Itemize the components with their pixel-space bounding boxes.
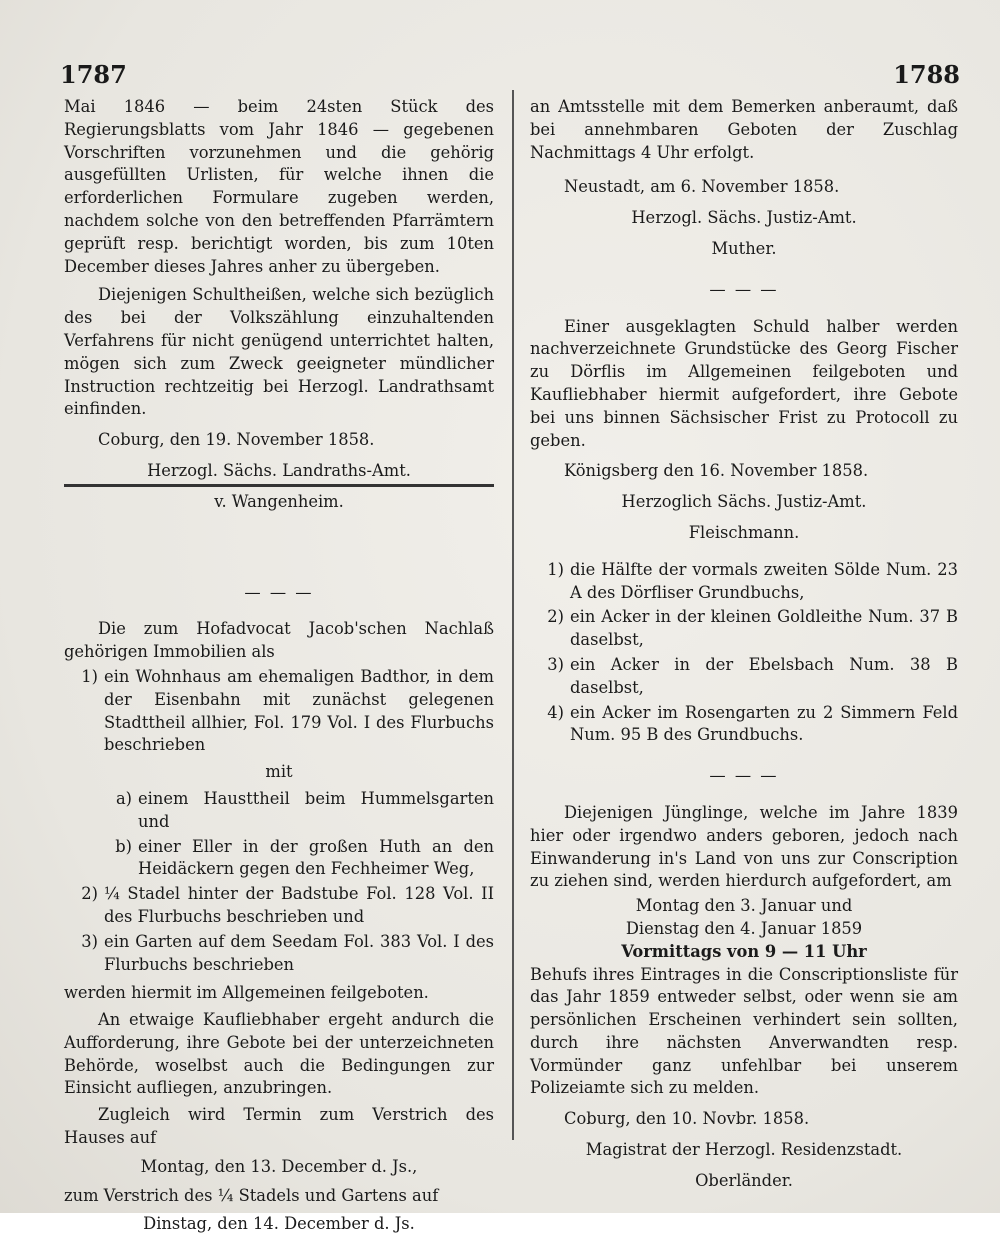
left-column [64,96,494,1242]
column-divider [512,90,514,1140]
paragraph: Behufs ihres Eintrages in die Conscriptionsliste für das Jahr 1859 entweder selbst, oder wenn sie am persönlichen Erscheinen verhindert sein sollten, durch ihre nächsten Anverwandten resp. Vormünder ganz unfehlbar bei unserem Polizeiamte sich zu melden. [530,964,958,1098]
sub-list-item [64,788,494,834]
divider-dashes: — — — [709,766,779,786]
signature: Fleischmann. [688,522,800,542]
place-date: Neustadt, am 6. November 1858. [564,177,840,197]
list-text: ¼ Stadel hinter der Badstube Fol. 128 Vol. II des Flurbuchs beschrieben und [104,884,494,926]
page-number-right: 1788 [893,60,960,89]
signature: v. Wangenheim. [214,491,344,511]
office-name: Herzoglich Sächs. Justiz-Amt. [621,492,867,512]
list-label: 2) [547,607,564,627]
continuation-paragraph: Mai 1846 — beim 24sten Stück des Regierungsblatts vom Jahr 1846 — gegebenen Vorschriften vorzunehmen und die gehörig ausgefüllten Urlisten, für welche ihnen die erforderlichen Formulare zugeben werden, nachdem solche von den betreffenden Pfarrämtern geprüft resp. berichtigt worden, bis zum 10ten December dieses Jahres anher zu übergeben. [64,97,494,276]
paragraph: Diejenigen Jünglinge, welche im Jahre 1839 hier oder irgendwo anders geboren, jedoch nach Einwanderung in's Land von uns zur Conscription zu ziehen sind, werden hierdurch aufgefordert, am [530,802,958,891]
list-label: 1) [81,666,98,686]
place-date: Coburg, den 10. Novbr. 1858. [564,1109,810,1129]
list-text: ein Acker in der kleinen Goldleithe Num. 37 B daselbst, [570,607,958,650]
paragraph: werden hiermit im Allgemeinen feilgeboten. [64,983,429,1003]
list-label: 4) [547,702,564,722]
signature: Oberländer. [695,1170,793,1190]
paragraph: Diejenigen Schultheißen, welche sich bezüglich des bei der Volkszählung einzuhaltenden Verfahrens für nicht genügend unterrichtet halten, mögen sich zum Zweck geeigneter mündlicher Instruction rechtzeitig bei Herzogl. Landrathsamt einfinden. [64,285,494,419]
list-text: ein Garten auf dem Seedam Fol. 383 Vol. I des Flurbuchs beschrieben [104,931,494,974]
office-name: Herzogl. Sächs. Landraths-Amt. [147,460,411,480]
list-label: a) [115,788,132,808]
paragraph: zum Verstrich des ¼ Stadels und Gartens auf [64,1185,439,1205]
list-item [530,654,958,700]
list-item [530,606,958,652]
continuation-paragraph: an Amtsstelle mit dem Bemerken anberaumt, daß bei annehmbaren Geboten der Zuschlag Nachmittags 4 Uhr erfolgt. [530,97,958,162]
list-item [530,702,958,748]
list-label: 1) [547,559,564,579]
list-label: b) [115,836,132,856]
list-label: 2) [81,884,98,904]
list-label: 3) [547,654,564,674]
page-number-left: 1787 [60,60,127,89]
right-column [530,96,958,1193]
sub-list-item [64,836,494,882]
date-line: Dinstag, den 14. December d. Js. [143,1214,415,1234]
divider-dashes: — — — [709,279,779,299]
list-text: ein Acker im Rosengarten zu 2 Simmern Feld Num. 95 B des Grundbuchs. [570,702,958,745]
date-line: Dienstag den 4. Januar 1859 [625,918,863,938]
list-item [530,559,958,605]
place-date: Coburg, den 19. November 1858. [98,430,375,450]
date-line: Montag den 3. Januar und [635,896,853,916]
signature: Muther. [711,238,777,258]
list-item [64,931,494,977]
place-date: Königsberg den 16. November 1858. [564,461,869,481]
list-item [64,666,494,757]
list-text: einem Hausttheil beim Hummelsgarten und [138,788,494,831]
list-label: 3) [81,931,98,951]
date-line: Montag, den 13. December d. Js., [140,1156,418,1176]
office-name: Magistrat der Herzogl. Residenzstadt. [585,1140,903,1160]
list-text: die Hälfte der vormals zweiten Sölde Num. 23 A des Dörfliser Grundbuchs, [570,559,958,602]
list-text: ein Acker in der Ebelsbach Num. 38 B daselbst, [570,654,958,697]
list-text: einer Eller in der großen Huth an den Heidäckern gegen den Fechheimer Weg, [138,836,494,879]
list-text: ein Wohnhaus am ehemaligen Badthor, in dem der Eisenbahn mit zunächst gelegenen Stadttheil allhier, Fol. 179 Vol. I des Flurbuchs beschrieben [104,666,494,755]
divider-dashes: — — — [244,582,314,602]
list-item [64,883,494,929]
paragraph: An etwaige Kaufliebhaber ergeht andurch die Aufforderung, ihre Gebote bei der unterzeichneten Behörde, woselbst auch die Bedingungen zur Einsicht aufliegen, anzubringen. [64,1010,494,1098]
time-line: Vormittags von 9 — 11 Uhr [621,941,867,961]
paragraph: Einer ausgeklagten Schuld halber werden nachverzeichnete Grundstücke des Georg Fischer zu Dörflis im Allgemeinen feilgeboten und Kaufliebhaber hiermit aufgefordert, ihre Gebote bei uns binnen Sächsischer Frist zu Protocoll zu geben. [530,316,958,450]
office-name: Herzogl. Sächs. Justiz-Amt. [631,208,857,228]
announcement-intro: Die zum Hofadvocat Jacob'schen Nachlaß gehörigen Immobilien als [64,619,494,662]
mit-label: mit [265,762,293,782]
paragraph: Zugleich wird Termin zum Verstrich des Hauses auf [64,1105,494,1148]
